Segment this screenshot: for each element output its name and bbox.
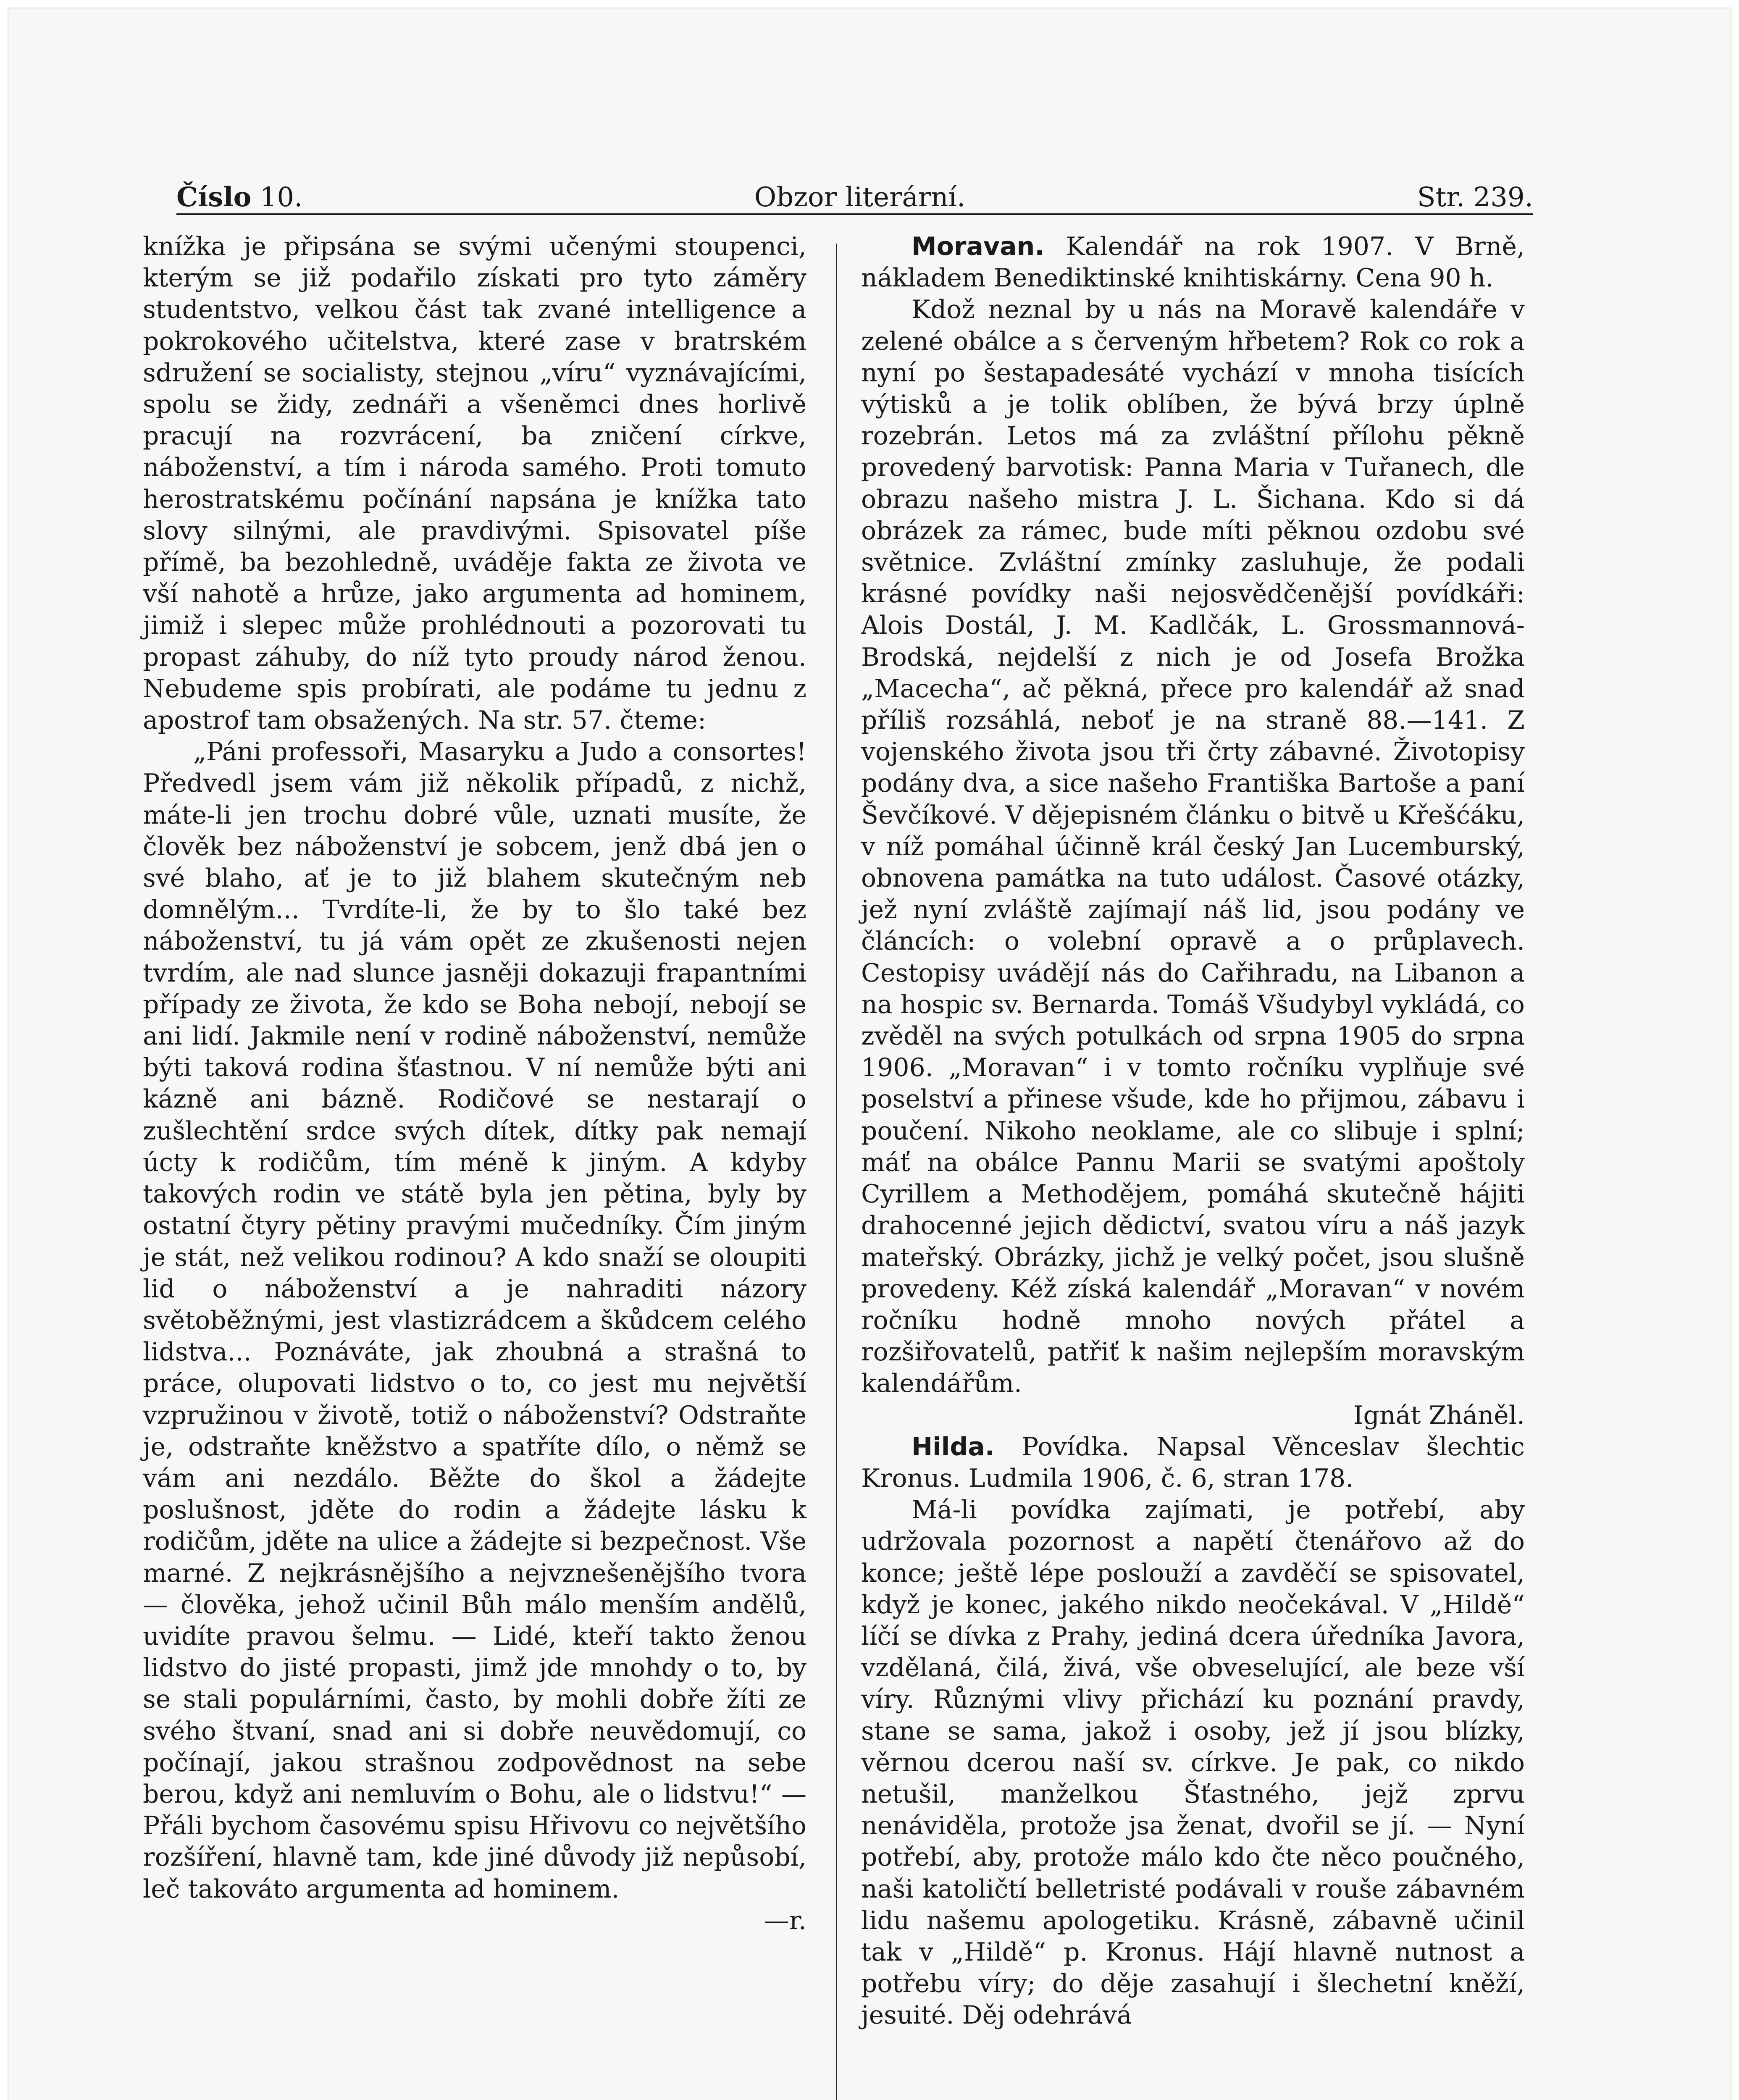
- issue-label: Číslo: [176, 181, 252, 213]
- review-hilda-biblio: Povídka. Napsal Věnceslav šlechtic Kronus. Ludmila 1906, č. 6, stran 178.: [861, 1432, 1525, 1493]
- left-paragraph-1: knížka je připsána se svými učenými stoupenci, kterým se již podařilo získati pro tyto záměry studentstvo, velkou část tak zvané intelligence a pokrokového učitelstva, které zase v bratrském sdružení se socialisty, stejnou „víru“ vyznávajícími, spolu se židy, zednáři a všeněmci dnes horlivě pracují na rozvrácení, ba zničení církve, náboženství, a tím i národa samého. Proti tomuto herostratskému počínání napsána je knížka tato slovy silnými, ale pravdivými. Spisovatel píše přímě, ba bezohledně, uváděje fakta ze života ve vší nahotě a hrůze, jako argumenta ad hominem, jimiž i slepec může prohlédnouti a pozorovati tu propast záhuby, do níž tyto proudy národ ženou. Nebudeme spis probírati, ale podáme tu jednu z apostrof tam obsažených. Na str. 57. čteme:: [143, 232, 806, 735]
- left-quote-paragraph: „Páni professoři, Masaryku a Judo a consortes! Předvedl jsem vám již několik případů, z nichž, máte-li jen trochu dobré vůle, uznati musíte, že člověk bez náboženství je sobcem, jenž dbá jen o své blaho, ať je to již blahem skutečným neb domnělým... Tvrdíte-li, že by to šlo také bez náboženství, tu já vám opět ze zkušenosti nejen tvrdím, ale nad slunce jasněji dokazuji frapantními případy ze života, že kdo se Boha nebojí, nebojí se ani lidí. Jakmile není v rodině náboženství, nemůže býti taková rodina šťastnou. V ní nemůže býti ani kázně ani bázně. Rodičové se nestarají o zušlechtění srdce svých dítek, dítky pak nemají úcty k rodičům, tím méně k jiným. A kdyby takových rodin ve státě byla jen pětina, byly by ostatní čtyry pětiny pravými mučedníky. Čím jiným je stát, než velikou rodinou? A kdo snaží se oloupiti lid o náboženství a je nahraditi názory světoběžnými, jest vlastizrádcem a škůdcem celého lidstva... Poznáváte, jak zhoubná a strašná to práce, olupovati lidstvo o to, co jest mu největší vzpružinou v životě, totiž o náboženství? Odstraňte je, odstraňte kněžstvo a spatříte dílo, o němž se vám ani nezdálo. Běžte do škol a žádejte poslušnost, jděte do rodin a žádejte lásku k rodičům, jděte na ulice a žádejte si bezpečnost. Vše marné. Z nejkrásnějšího a nejvznešenějšího tvora — člověka, jehož učinil Bůh málo menším andělů, uvidíte pravou šelmu. — Lidé, kteří takto ženou lidstvo do jisté propasti, jimž jde mnohdy o to, by se stali populárními, často, by mohli dobře žíti ze svého štvaní, snad ani si dobře neuvědomují, co počínají, jakou strašnou zodpovědnost na sebe berou, když ani nemluvím o Bohu, ale o lidstvu!“ — Přáli bychom časovému spisu Hřivovu co největšího rozšíření, hlavně tam, kde jiné důvody již nepůsobí, leč takováto argumenta ad hominem.: [143, 737, 806, 1904]
- right-column: [861, 231, 1525, 2032]
- review-moravan-title: Moravan.: [912, 232, 1045, 261]
- review-moravan-signature: Ignát Zháněl.: [1353, 1400, 1525, 1430]
- running-header: [176, 176, 1533, 214]
- left-column: [143, 231, 806, 1937]
- review-moravan-biblio: Kalendář na rok 1907. V Brně, nákladem Benediktinské knihtiskárny. Cena 90 h.: [861, 232, 1525, 293]
- issue-value: 10.: [260, 182, 303, 213]
- page-number: Str. 239.: [1417, 182, 1533, 213]
- review-moravan-heading: [861, 231, 1525, 294]
- review-moravan-body: Kdož neznal by u nás na Moravě kalendáře v zelené obálce a s červeným hřbetem? Rok co rok a nyní po šestapadesáté vychází v mnoha tisících výtisků a je tolik oblíben, že bývá brzy úplně rozebrán. Letos má za zvláštní přílohu pěkně provedený barvotisk: Panna Maria v Tuřanech, dle obrazu našeho mistra J. L. Šichana. Kdo si dá obrázek za rámec, bude míti pěknou ozdobu své světnice. Zvláštní zmínky zasluhuje, že podali krásné povídky naši nejosvědčenější povídkáři: Alois Dostál, J. M. Kadlčák, L. Grossmannová-Brodská, nejdelší z nich je od Josefa Brožka „Macecha“, ač pěkná, přece pro kalendář až snad příliš rozsáhlá, neboť je na straně 88.—141. Z vojenského života jsou tři črty zábavné. Životopisy podány dva, a sice našeho Františka Bartoše a paní Ševčíkové. V dějepisném článku o bitvě u Křešćáku, v níž pomáhal účinně král český Jan Lucemburský, obnovena památka na tuto událost. Časové otázky, jež nyní zvláště zajímají náš lid, jsou podány ve článcích: o volební opravě a o průplavech. Cestopisy uvádějí nás do Cařihradu, na Libanon a na hospic sv. Bernarda. Tomáš Všudybyl vykládá, co zvěděl na svých potulkách od srpna 1905 do srpna 1906. „Moravan“ i v tomto ročníku vyplňuje své poselství a přinese všude, kde ho přijmou, zábavu i poučení. Nikoho neoklame, ale co slibuje i splní; máť na obálce Pannu Marii se svatými apoštoly Cyrillem a Methodějem, pomáhá skutečně hájiti drahocenné jejich dědictví, svatou víru a náš jazyk mateřský. Obrázky, jichž je velký počet, jsou slušně provedeny. Kéž získá kalendář „Moravan“ v novém ročníku hodně mnoho nových přátel a rozšiřovatelů, patřiť k našim nejlepším moravským kalendářům.: [861, 295, 1525, 1399]
- column-divider: [836, 244, 837, 2100]
- review-hilda-heading: [861, 1431, 1525, 1494]
- header-rule: [176, 213, 1533, 215]
- review-hilda-body: Má-li povídka zajímati, je potřebí, aby udržovala pozornost a napětí čtenářovo až do konce; ještě lépe poslouží a zavděčí se spisovatel, když je konec, jakého nikdo neočekával. V „Hildě“ líčí se dívka z Prahy, jediná dcera úředníka Javora, vzdělaná, čilá, živá, vše obveselující, ale beze vší víry. Různými vlivy přichází ku poznání pravdy, stane se sama, jakož i osoby, jež jí jsou blízky, věrnou dcerou naší sv. církve. Je pak, co nikdo netušil, manželkou Šťastného, jejž zprvu nenáviděla, protože jsa ženat, dvořil se jí. — Nyní potřebí, aby, protože málo kdo čte něco poučného, naši katoličtí belletristé podávali v rouše zábavném lidu našemu apologetiku. Krásně, zábavně učinil tak v „Hildě“ p. Kronus. Hájí hlavně nutnost a potřebu víry; do děje zasahují i šlechetní kněží, jesuité. Děj odehrává: [861, 1495, 1525, 2030]
- journal-title: Obzor literární.: [754, 182, 966, 213]
- review-hilda-title: Hilda.: [912, 1432, 995, 1462]
- left-signature: —r.: [764, 1906, 806, 1935]
- issue-number: [176, 181, 302, 214]
